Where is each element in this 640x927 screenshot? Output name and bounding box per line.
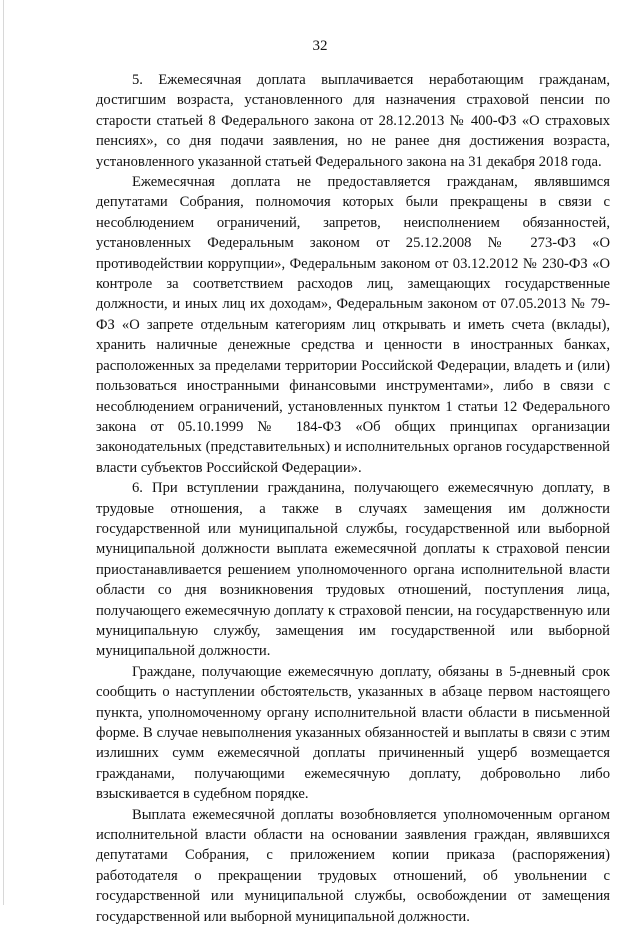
paragraph-item-5: 5. Ежемесячная доплата выплачивается неработающим гражданам, достигшим возраста, установленного для назначения страховой пенсии по старости статьей 8 Федерального закона от 28.12.2013 № 400-ФЗ «О страховых пенсиях», со дня подачи заявления, но не ранее дня достижения возраста, установленного указанной статьей Федерального закона на 31 декабря 2018 года. [96,72,610,170]
page-number: 32 [312,38,328,54]
paragraph-deputies-exclusion: Ежемесячная доплата не предоставляется гражданам, являвшимся депутатами Собрания, полномочия которых были прекращены в связи с несоблюдением ограничений, запретов, неисполнением обязанностей, установленных Федеральным законом от 25.12.2008 № 273-ФЗ «О противодействии коррупции», Федеральным законом от 03.12.2012 № 230-ФЗ «О контроле за соответствием расходов лиц, замещающих государственные должности, и иных лиц их доходам», Федеральным законом от 07.05.2013 № 79-ФЗ «О запрете отдельным категориям лиц открывать и иметь счета (вклады), хранить наличные денежные средства и ценности в иностранных банках, расположенных за пределами территории Российской Федерации, владеть и (или) пользоваться иностранными финансовыми инструментами», либо в связи с несоблюдением ограничений, установленных пунктом 1 статьи 12 Федерального закона от 05.10.1999 № 184-ФЗ «Об общих принципах организации законодательных (представительных) и исполнительных органов государственной власти субъектов Российской Федерации». [96,174,610,476]
document-body [96,70,610,927]
paragraph-payment-resumption: Выплата ежемесячной доплаты возобновляется уполномоченным органом исполнительной власти области на основании заявления граждан, являвшихся депутатами Собрания, с приложением копии приказа (распоряжения) работодателя о прекращении трудовых отношений, об увольнении с государственной или муниципальной службы, освобождении от замещения государственной или выборной муниципальной должности. [96,806,610,925]
scan-edge-line [3,0,4,905]
paragraph-citizens-obligation: Граждане, получающие ежемесячную доплату, обязаны в 5-дневный срок сообщить о наступлении обстоятельств, указанных в абзаце первом настоящего пункта, уполномоченному органу исполнительной власти области в письменной форме. В случае невыполнения указанных обязанностей и выплаты в связи с этим излишних сумм ежемесячной доплаты причиненный ущерб возмещается гражданами, получающими ежемесячную доплату, добровольно либо взыскивается в судебном порядке. [96,663,610,803]
paragraph-item-6: 6. При вступлении гражданина, получающего ежемесячную доплату, в трудовые отношения, а также в случаях замещения им должности государственной или муниципальной службы, государственной или выборной муниципальной должности выплата ежемесячной доплаты к страховой пенсии приостанавливается решением уполномоченного органа исполнительной власти области со дня возникновения трудовых отношений, поступления лица, получающего ежемесячную доплату к страховой пенсии, на государственную или муниципальную службу, замещения им государственной или выборной муниципальной должности. [96,480,610,660]
